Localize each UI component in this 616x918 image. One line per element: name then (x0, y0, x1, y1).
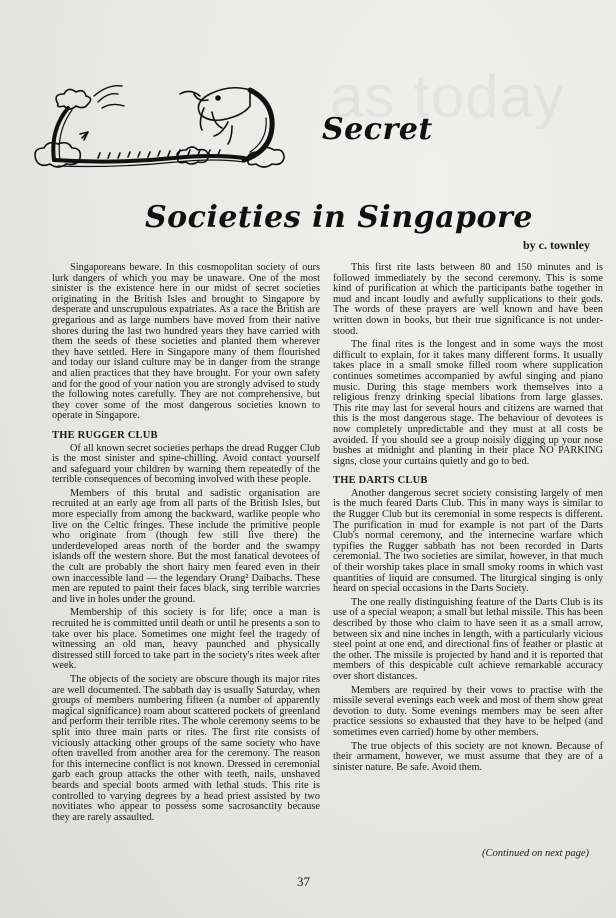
body-paragraph: The objects of the society are obscure though its major rites are well documented. The sabbath day is usually Saturday, when groups of members numbering fifteen (a number of apparently magical significance) roam about scattered pockets of greenland and perform their terrible rites. The whole ceremony seems to be split into three main parts or rites. The first rite consists of viciously attacking other groups of the same society who have often travelled from another area for the ceremony. The reason for this internecine conflict is not known. Dressed in ceremonial garb each group attacks the other with teeth, nails, unshaved beards and special boots armed with lethal studs. This rite is controlled to varying degrees by a head priest assisted by two novitiates who appear to possess some sacrosanctity because they are rarely assaulted. (52, 673, 320, 823)
body-paragraph: The one really distinguishing feature of the Darts Club is its use of a special weapon; a small but lethal missile. This has been described by those who claim to have seen it as a small arrow, between six and nine inches in length, with a particularly vicious steel point at one end, and directional fins of feather or plastic at the other. The missile is projected by hand and it is reported that members of this despicable cult achieve remarkable accuracy over short distances. (333, 596, 603, 682)
body-paragraph: Membership of this society is for life; once a man is recruited he is committed until death or until he presents a son to take over his place. Sometimes one might feel the tragedy of witnessing an old man, heavy paunched and physically distressed still forced to take part in the society's rites week after week. (52, 607, 320, 672)
intro-paragraph: Singaporeans beware. In this cosmopolitan society of ours lurk dangers of which you may be unaware. One of the most sinister is the existence here in our midst of secret societies originating in the British Isles and brought to Singapore by desperate and unscrupulous expatriates. As a race the British are gregarious and as large numbers have moved from their native shores during the last two hundred years they have carried with them the seeds of these societies and planted them wherever they have settled. Here in Singapore many of them flourished and today our island culture may be in danger from the strange and alien practices that they have brought. For your own safety and for the good of your nation you are strongly advised to study the following notes carefully. They are not comprehensive, but they cover some of the most dangerous societies known to operate in Singapore. (52, 262, 320, 422)
body-paragraph: Of all known secret societies perhaps the dread Rugger Club is the most sinister and spine-chilling. Avoid contact yourself and safeguard your children by warning them repeatedly of the terrible consequences of becoming involved with these people. (52, 442, 320, 486)
body-paragraph: Another dangerous secret society consisting largely of men is the much feared Darts Club. This in many ways is similar to the Rugger Club but its ceremonial in some respects is different. The purification in mud for example is not part of the Darts Club's normal ceremony, and the internecine warfare which typifies the Rugger sabbath has not been recorded in Darts ceremonial. The two societies are similar, however, in that much of their worship takes place in small smoky rooms in which vast quantities of liquid are consumed. The liturgical singing is only heard on special occasions in the Darts Society. (333, 487, 603, 595)
body-paragraph: Members are required by their vows to practise with the missile several evenings each week and most of them show great devotion to duty. Some evenings members may be seen after practice sessions so exhausted that they have to be helped (and sometimes even carried) home by other members. (333, 684, 603, 738)
article-title-line-2: Societies in Singapore (145, 200, 533, 235)
right-column (333, 263, 603, 776)
article-title-line-1: Secret (322, 112, 433, 147)
author-byline: by c. townley (523, 238, 590, 252)
left-column (52, 263, 320, 826)
body-paragraph: The final rites is the longest and in some ways the most difficult to explain, for it takes many different forms. It usually takes place in a small smoke filled room where supplication continues sometimes accompanied by awful singing and piano music. During this stage members work themselves into a religious frenzy drinking special libations from large glasses. This rite may last for several hours and citizens are warned that this is the most dangerous stage. The behaviour of devotees is now completely unpredictable and they must at all costs be avoided. If you should see a group noisily digging up your nose bushes at midnight and planting in their place NO PARKING signs, close your curtains quietly and go to bed. (333, 339, 603, 467)
dragon-with-clouds-icon (28, 82, 303, 174)
body-paragraph: The true objects of this society are not known. Because of their armament, however, we must assume that they are of a sinister nature. Be safe. Avoid them. (333, 740, 603, 773)
body-paragraph: This first rite lasts between 80 and 150 minutes and is followed immediately by the second ceremony. This is some kind of purification at which the participants bathe together in mud and incant loudly and awfully supplications to their gods. The words of these prayers are well known and have been written down in books, but their true significance is not understood. (333, 262, 603, 337)
page-number: 37 (297, 874, 310, 889)
section-heading-darts-club: THE DARTS CLUB (333, 475, 428, 487)
body-paragraph: Members of this brutal and sadistic organisation are recruited at an early age from all parts of the British Isles, but more especially from among the backward, warlike people who live on the Celtic fringes. These include the primitive people who originate from (though few still live there) the underdeveloped areas north of the border and the swampy islands off the western shore. But the most fanatical devotees of the cult are probably the short hairy men feared even in their own inaccessible land — the legendary Orang² Daibachs. These men are reputed to paint their faces black, sing terrible warcries and live in holes under the ground. (52, 487, 320, 605)
continued-note: (Continued on next page) (481, 848, 589, 859)
section-heading-rugger-club: THE RUGGER CLUB (52, 429, 158, 441)
